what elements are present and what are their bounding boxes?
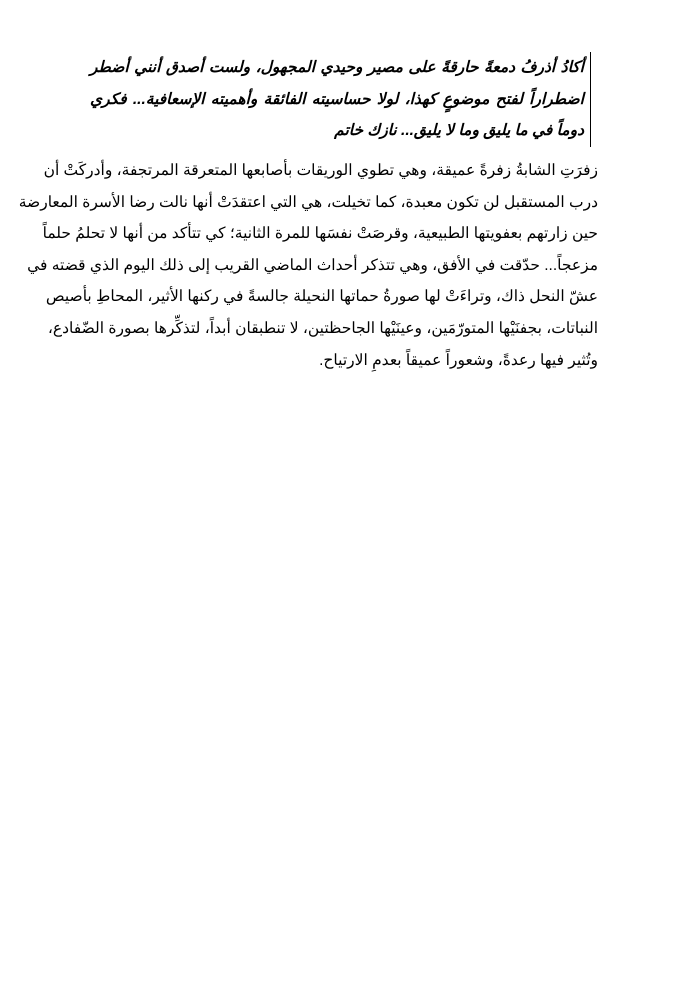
epigraph-quote [90,52,591,147]
body-line: عشّ النحل ذاك، وتراءَتْ لها صورةُ حماتها النحيلة جالسةً في ركنها الأثير، المحاطِ بأصيص [45,288,598,306]
body-line: زفرَتِ الشابةُ زفرةً عميقة، وهي تطوي الوريقات بأصابعها المتعرقة المرتجفة، وأدركَتْ أن [43,162,598,179]
body-line: درب المستقبل لن تكون معبدة، كما تخيلت، هي التي اعتقدَتْ أنها نالت رضا الأسرة المعارضة [18,193,598,211]
body-line: حين زارتهم بعفويتها الطبيعية، وقرصَتْ نفسَها للمرة الثانية؛ كي تتأكد من أنها لا تحلمُ حلماً [42,225,598,243]
quote-line: اضطراراً لفتح موضوعٍ كهذا، لولا حساسيته الفائقة وأهميته الإسعافية... فكري [90,90,584,108]
body-line: مزعجاً... حدّقت في الأفق، وهي تتذكر أحداث الماضي القريب إلى ذلك اليوم الذي قضته في [27,256,598,274]
body-line: النباتات، بجفنَيْها المتورّمَين، وعينَيْها الجاحظتين، لا تنطبقان أبداً، لتذكِّرها بصورة الضّفادع، [47,319,598,337]
quote-line: أكادُ أذرفُ دمعةً حارقةً على مصير وحيدي المجهول، ولست أصدق أنني أضطر [90,59,584,76]
quote-line: دوماً في ما يليق وما لا يليق... نازك خاتم [334,122,584,139]
body-paragraph [18,155,598,376]
body-line: وتُثير فيها رعدةً، وشعوراً عميقاً بعدمِ الارتياح. [319,351,598,369]
